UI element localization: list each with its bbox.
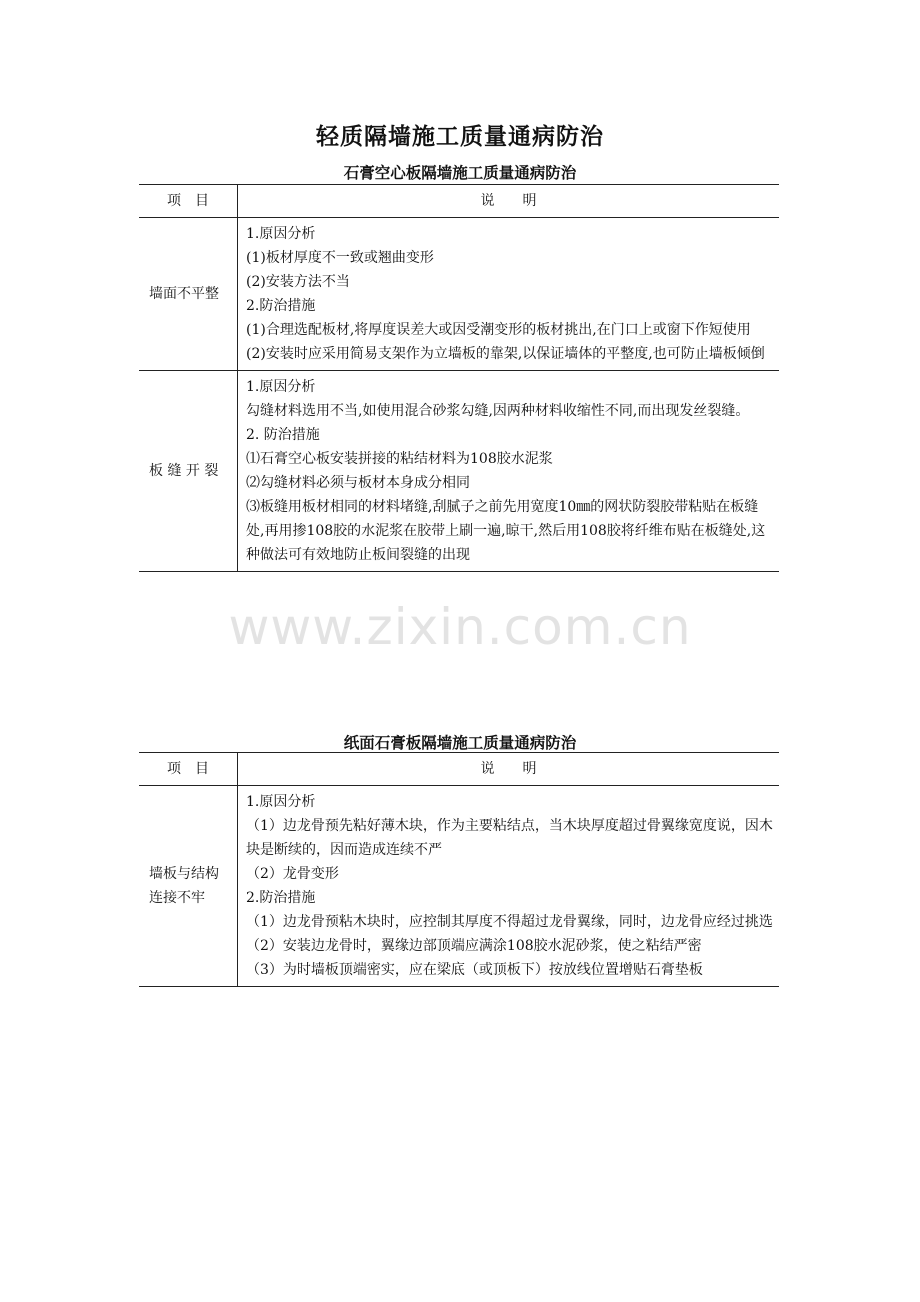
row-description <box>238 786 780 987</box>
table-row <box>139 371 779 572</box>
desc-line: ⑶板缝用板材相同的材料堵缝,刮腻子之前先用宽度10㎜的网状防裂胶带粘贴在板缝处,再用掺108胶的水泥浆在胶带上刷一遍,晾干,然后用108胶将纤维布贴在板缝处,这种做法可有效地防止板间裂缝的出现 <box>246 499 766 563</box>
desc-line: (1)板材厚度不一致或翘曲变形 <box>246 250 434 266</box>
desc-line: ⑴石膏空心板安装拼接的粘结材料为108胶水泥浆 <box>246 451 553 467</box>
header-description: 说 明 <box>238 753 780 786</box>
desc-line: ⑵勾缝材料必须与板材本身成分相同 <box>246 475 470 491</box>
desc-line: 2. 防治措施 <box>246 427 320 443</box>
row-description <box>238 371 780 572</box>
row-item-loose-connection: 墙板与结构连接不牢 <box>139 786 238 987</box>
desc-line: （3）为时墙板顶端密实，应在梁底（或顶板下）按放线位置增贴石膏垫板 <box>246 962 703 978</box>
header-item: 项 目 <box>139 185 238 218</box>
header-item: 项 目 <box>139 753 238 786</box>
desc-line: 勾缝材料选用不当,如使用混合砂浆勾缝,因两种材料收缩性不同,而出现发丝裂缝。 <box>246 403 750 419</box>
document-title: 轻质隔墙施工质量通病防治 <box>316 124 604 150</box>
row-description <box>238 218 780 371</box>
desc-line: 2.防治措施 <box>246 890 316 906</box>
desc-line: (2)安装时应采用简易支架作为立墙板的靠架,以保证墙体的平整度,也可防止墙板倾倒 <box>246 346 765 362</box>
header-description: 说 明 <box>238 185 780 218</box>
table-title-paper-gypsum-board: 纸面石膏板隔墙施工质量通病防治 <box>343 734 577 752</box>
desc-line: 1.原因分析 <box>246 379 316 395</box>
desc-line: （2）龙骨变形 <box>246 866 339 882</box>
table-row <box>139 218 779 371</box>
desc-line: 1.原因分析 <box>246 794 316 810</box>
table-paper-gypsum-board <box>139 752 779 987</box>
table-header-row <box>139 185 779 218</box>
desc-line: (1)合理选配板材,将厚度误差大或因受潮变形的板材挑出,在门口上或窗下作短使用 <box>246 322 751 338</box>
desc-line: 2.防治措施 <box>246 298 316 314</box>
row-item-wall-uneven: 墙面不平整 <box>139 218 238 371</box>
desc-line: (2)安装方法不当 <box>246 274 350 290</box>
table-row <box>139 786 779 987</box>
table-title-gypsum-hollow-panel: 石膏空心板隔墙施工质量通病防治 <box>343 164 577 182</box>
desc-line: 1.原因分析 <box>246 226 316 242</box>
watermark: www.zixin.com.cn <box>228 598 692 656</box>
desc-line: （1）边龙骨预先粘好薄木块，作为主要粘结点，当木块厚度超过骨翼缘宽度说，因木块是断续的，因而造成连续不严 <box>246 818 773 858</box>
table-header-row <box>139 753 779 786</box>
desc-line: （1）边龙骨预粘木块时，应控制其厚度不得超过龙骨翼缘，同时，边龙骨应经过挑选 <box>246 914 773 930</box>
row-item-joint-cracking: 板 缝 开 裂 <box>139 371 238 572</box>
desc-line: （2）安装边龙骨时，翼缘边部顶端应满涂108胶水泥砂浆，使之粘结严密 <box>246 938 702 954</box>
table-gypsum-hollow-panel <box>139 184 779 572</box>
